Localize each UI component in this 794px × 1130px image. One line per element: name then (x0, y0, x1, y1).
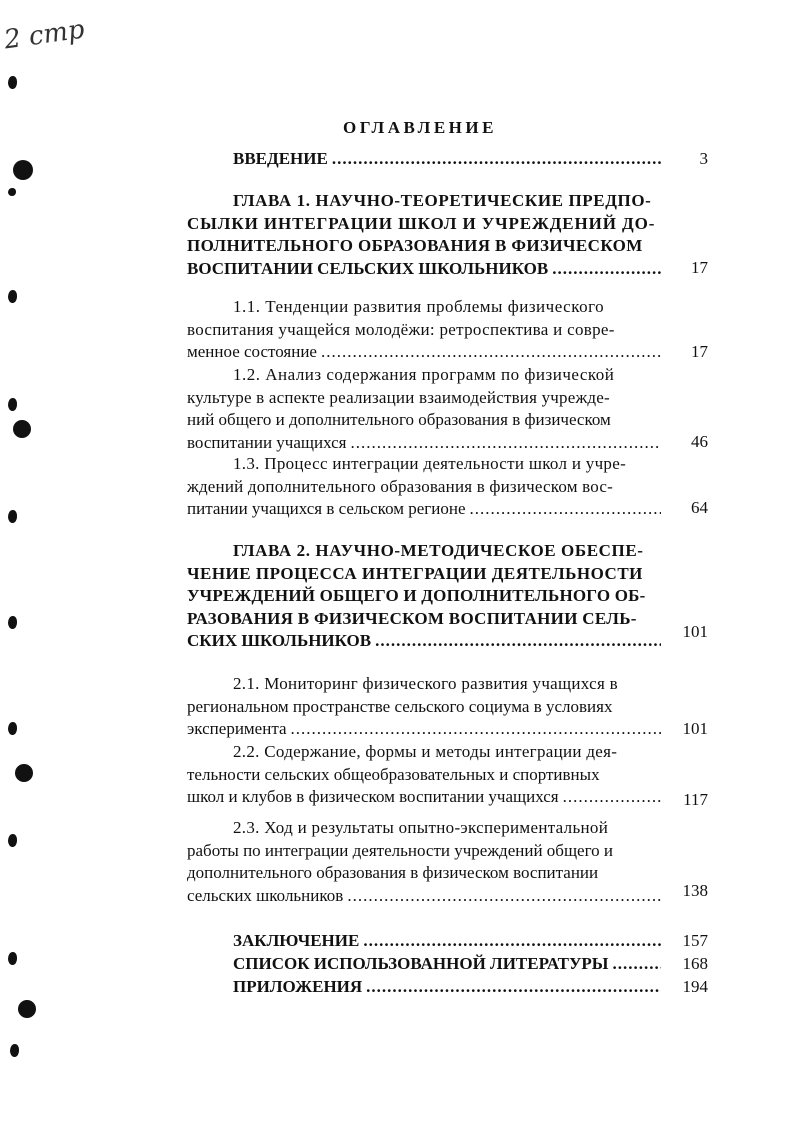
toc-page-number: 168 (682, 954, 708, 973)
chapter-line: СКИХ ШКОЛЬНИКОВ (187, 631, 372, 650)
chapter-line: УЧРЕЖДЕНИЙ ОБЩЕГО И ДОПОЛНИТЕЛЬНОГО ОБ- (187, 586, 646, 605)
section-line: воспитании учащихся (187, 432, 347, 452)
dot-leader (347, 885, 661, 908)
section-line: культуре в аспекте реализации взаимодействия учрежде- (187, 387, 610, 407)
section-line: работы по интеграции деятельности учреждений общего и (187, 840, 613, 860)
section-line: 2.2. Содержание, формы и методы интеграции дея- (233, 742, 618, 761)
dot-leader (552, 258, 661, 281)
toc-page-number: 3 (699, 149, 708, 168)
binding-mark (8, 398, 17, 411)
toc-page-number: 157 (682, 931, 708, 950)
toc-section-2-3 (187, 817, 663, 907)
section-line: дополнительного образования в физическом воспитании (187, 863, 599, 882)
dot-leader (363, 930, 661, 953)
binding-hole (18, 1000, 36, 1018)
dot-leader (366, 976, 661, 999)
toc-section-2-2 (187, 741, 663, 809)
binding-hole (13, 160, 33, 180)
toc-page-number: 64 (691, 498, 708, 517)
toc-page-number: 194 (682, 977, 708, 996)
binding-mark (8, 952, 17, 965)
chapter-line: СЫЛКИ ИНТЕГРАЦИИ ШКОЛ И УЧРЕЖДЕНИЙ ДО- (187, 213, 656, 233)
section-line: сельских школьников (187, 885, 344, 905)
toc-title: ОГЛАВЛЕНИЕ (343, 118, 497, 137)
toc-entry-references (187, 953, 663, 976)
section-line: менное состояние (187, 342, 317, 361)
toc-page-number: 17 (691, 258, 708, 277)
section-line: школ и клубов в физическом воспитании учащихся (187, 787, 559, 806)
toc-page-number: 117 (683, 790, 708, 809)
dot-leader (613, 953, 662, 976)
binding-mark (8, 616, 17, 629)
section-line: 2.3. Ход и результаты опытно-экспериментальной (233, 818, 609, 837)
toc-page-number: 101 (682, 622, 708, 641)
dot-leader (332, 148, 661, 171)
chapter-line: ГЛАВА 2. НАУЧНО-МЕТОДИЧЕСКОЕ ОБЕСПЕ- (233, 541, 644, 560)
dot-leader (291, 718, 661, 741)
toc-entry-label: ЗАКЛЮЧЕНИЕ (233, 931, 360, 950)
toc-page-number: 101 (682, 719, 708, 738)
handwritten-page-note: 2 стр (2, 14, 87, 56)
toc-entry-label: ВВЕДЕНИЕ (233, 149, 328, 168)
binding-mark (8, 188, 16, 196)
section-line: тельности сельских общеобразовательных и спортивных (187, 764, 600, 784)
section-line: воспитания учащейся молодёжи: ретроспектива и совре- (187, 319, 615, 339)
dot-leader (321, 341, 661, 364)
section-line: 2.1. Мониторинг физического развития учащихся в (233, 674, 618, 693)
toc-chapter-1 (187, 190, 663, 280)
chapter-line: ПОЛНИТЕЛЬНОГО ОБРАЗОВАНИЯ В ФИЗИЧЕСКОМ (187, 236, 643, 255)
binding-mark (8, 510, 17, 523)
toc-section-1-1 (187, 296, 663, 364)
binding-hole (13, 420, 31, 438)
toc-page-number: 46 (691, 432, 708, 451)
toc-section-1-2 (187, 364, 663, 454)
dot-leader (563, 786, 661, 809)
chapter-line: ВОСПИТАНИИ СЕЛЬСКИХ ШКОЛЬНИКОВ (187, 258, 549, 278)
section-line: 1.2. Анализ содержания программ по физической (233, 365, 615, 384)
binding-mark (8, 722, 17, 735)
toc-entry-intro (187, 148, 663, 171)
toc-section-2-1 (187, 673, 663, 741)
toc-entry-label: ПРИЛОЖЕНИЯ (233, 977, 363, 996)
toc-page-number: 17 (691, 342, 708, 361)
dot-leader (470, 498, 661, 521)
section-line: питании учащихся в сельском регионе (187, 499, 466, 518)
section-line: ждений дополнительного образования в физическом вос- (187, 476, 614, 496)
binding-hole (15, 764, 33, 782)
toc-section-1-3 (187, 453, 663, 521)
binding-mark (8, 76, 17, 89)
section-line: эксперимента (187, 719, 287, 738)
chapter-line: ЧЕНИЕ ПРОЦЕССА ИНТЕГРАЦИИ ДЕЯТЕЛЬНОСТИ (187, 563, 643, 583)
chapter-line: ГЛАВА 1. НАУЧНО-ТЕОРЕТИЧЕСКИЕ ПРЕДПО- (233, 191, 652, 210)
toc-entry-label: СПИСОК ИСПОЛЬЗОВАННОЙ ЛИТЕРАТУРЫ (233, 954, 609, 973)
dot-leader (375, 630, 661, 653)
section-line: региональном пространстве сельского социума в условиях (187, 696, 613, 716)
chapter-line: РАЗОВАНИЯ В ФИЗИЧЕСКОМ ВОСПИТАНИИ СЕЛЬ- (187, 608, 637, 628)
toc-entry-appendices (187, 976, 663, 999)
section-line: 1.1. Тенденции развития проблемы физического (233, 297, 605, 316)
section-line: ний общего и дополнительного образования в физическом (187, 410, 611, 429)
toc-page-number: 138 (682, 881, 708, 900)
binding-mark (10, 1044, 19, 1057)
binding-mark (8, 834, 17, 847)
toc-chapter-2 (187, 540, 663, 653)
section-line: 1.3. Процесс интеграции деятельности школ и учре- (233, 454, 627, 473)
dot-leader (350, 432, 661, 455)
binding-mark (8, 290, 17, 303)
toc-entry-conclusion (187, 930, 663, 953)
